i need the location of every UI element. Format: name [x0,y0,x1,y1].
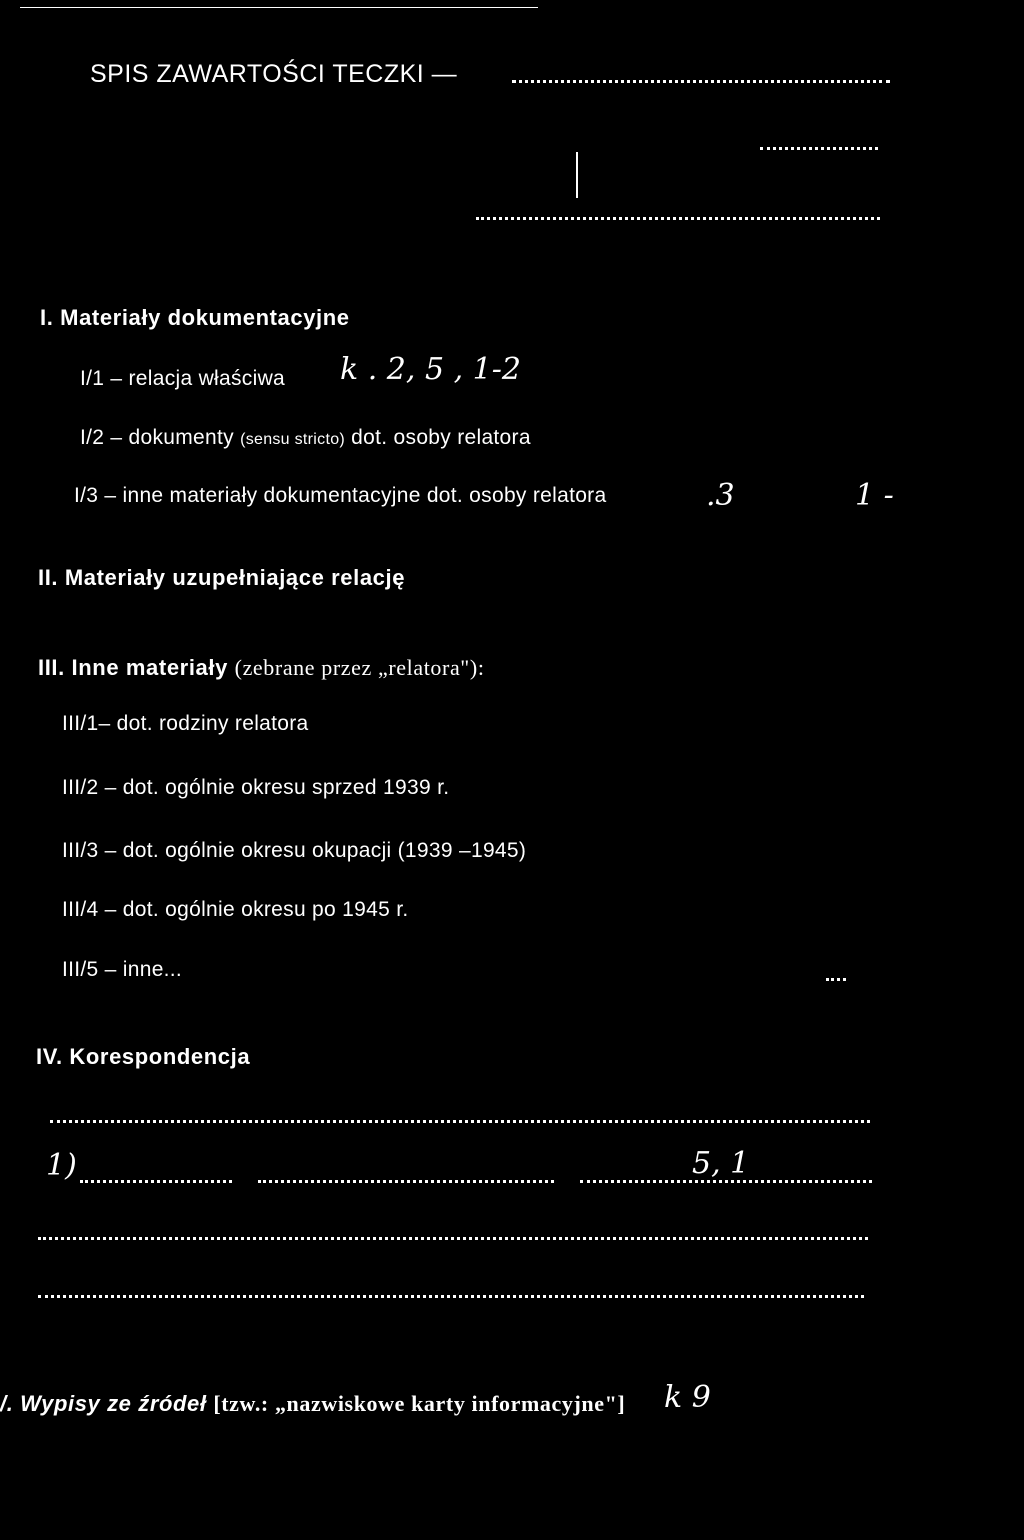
item-iii4-label: III/4 – dot. ogólnie okresu po 1945 r. [62,898,409,921]
title-dotted-line [512,80,890,83]
item-i3-handwritten-note: .3 [706,478,735,513]
dotted-line [38,1237,868,1240]
item-iii2-label: III/2 – dot. ogólnie okresu sprzed 1939 r. [62,776,450,799]
dotted-line [476,217,880,220]
item-i3-handwritten-note-2: 1 - [855,478,894,513]
item-i2-suffix: dot. osoby relatora [351,426,531,449]
dotted-line [80,1180,232,1183]
item-iii3-label: III/3 – dot. ogólnie okresu okupacji (1939 –1945) [62,839,527,862]
item-i2-paren: (sensu stricto) [240,431,346,448]
section-iv-heading: IV. Korespondencja [36,1044,251,1069]
section-iv-handwritten-note: 1) [46,1148,77,1183]
dotted-line [50,1120,870,1123]
dotted-line [38,1295,864,1298]
dotted-line [760,147,878,150]
section-v-title: /. Wypisy ze źródeł [0,1391,207,1416]
page-title: SPIS ZAWARTOŚCI TECZKI — [90,60,458,88]
section-v-heading [0,1391,625,1417]
section-v-paren: [tzw.: „nazwiskowe karty informacyjne"] [213,1391,626,1416]
section-iii-heading [38,655,485,681]
handwritten-stroke [576,152,578,198]
section-ii-heading: II. Materiały uzupełniające relację [38,565,406,590]
item-i2-prefix: I/2 – dokumenty [80,426,234,449]
section-v-handwritten-note: k 9 [664,1380,711,1415]
item-iii5-label: III/5 – inne... [62,958,183,981]
section-iii-paren: (zebrane przez „relatora"): [234,655,485,680]
item-i1-handwritten-note: k . 2, 5 , 1-2 [340,352,521,387]
section-i-heading: I. Materiały dokumentacyjne [40,305,350,330]
item-iii1-label: III/1– dot. rodziny relatora [62,712,309,735]
dotted-line [258,1180,554,1183]
dotted-line [826,978,846,981]
item-i3-label: I/3 – inne materiały dokumentacyjne dot. osoby relatora [74,484,607,507]
section-iii-title: III. Inne materiały [38,655,228,680]
top-rule [20,7,538,8]
section-iv-handwritten-note-2: 5, 1 [692,1146,750,1181]
item-i2-label [80,426,531,450]
item-i1-label: I/1 – relacja właściwa [80,367,286,390]
